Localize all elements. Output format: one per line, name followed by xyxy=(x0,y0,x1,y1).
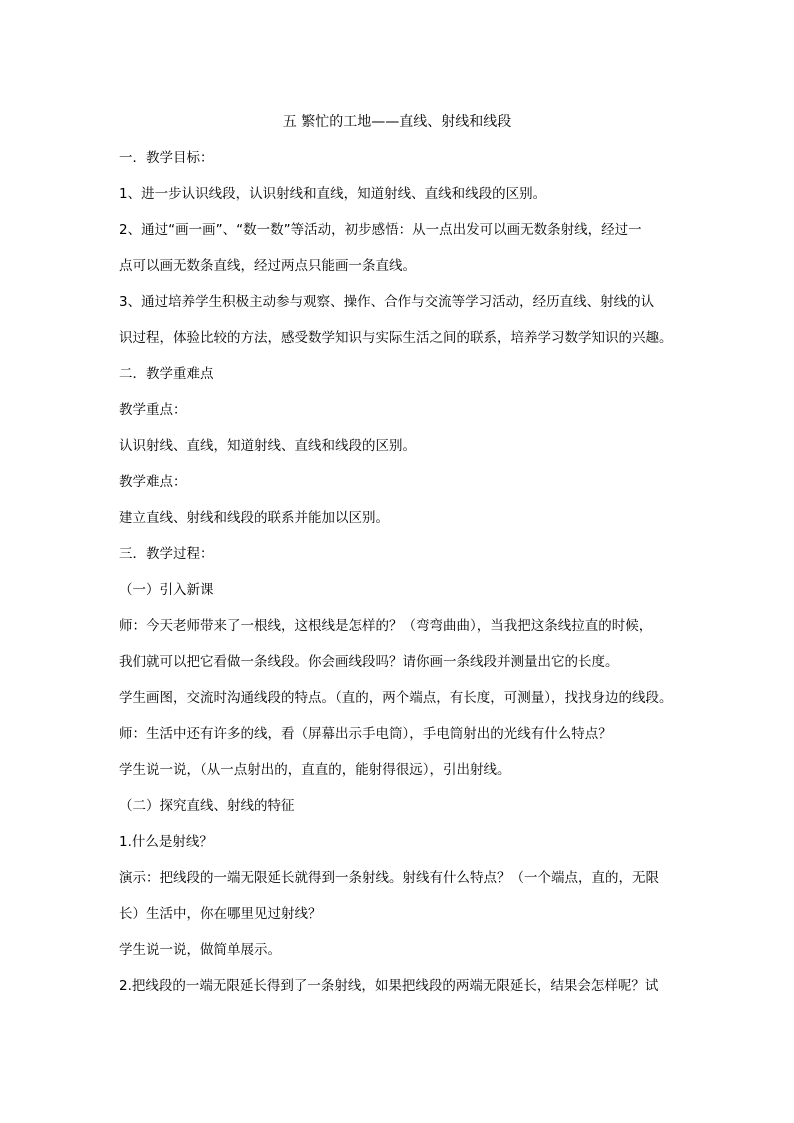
section-heading-key-points: 二．教学重难点 xyxy=(119,366,214,382)
objective-3-line-2: 识过程，体验比较的方法，感受数学知识与实际生活之间的联系，培养学习数学知识的兴趣。 xyxy=(119,330,673,346)
paragraph-line: 师：生活中还有许多的线，看（屏幕出示手电筒），手电筒射出的光线有什么特点？ xyxy=(119,726,612,742)
section-heading-process: 三．教学过程： xyxy=(119,546,214,562)
difficulty-text: 建立直线、射线和线段的联系并能加以区别。 xyxy=(119,510,389,526)
difficulty-label: 教学难点： xyxy=(119,474,187,490)
paragraph-line: 2.把线段的一端无限延长得到了一条射线，如果把线段的两端无限延长，结果会怎样呢？试 xyxy=(119,978,659,994)
subsection-explore: （二）探究直线、射线的特征 xyxy=(119,798,295,814)
subsection-intro: （一）引入新课 xyxy=(119,582,214,598)
key-point-label: 教学重点： xyxy=(119,402,187,418)
question-ray: 1.什么是射线？ xyxy=(119,834,213,850)
paragraph-line: 我们就可以把它看做一条线段。你会画线段吗？请你画一条线段并测量出它的长度。 xyxy=(119,654,619,670)
objective-1: 1、进一步认识线段，认识射线和直线，知道射线、直线和线段的区别。 xyxy=(119,186,547,202)
document-title: 五 繁忙的工地——直线、射线和线段 xyxy=(282,114,512,130)
section-heading-objectives: 一．教学目标： xyxy=(119,150,214,166)
objective-2-line-1: 2、通过“画一画”、“数一数”等活动，初步感悟：从一点出发可以画无数条射线，经过一 xyxy=(119,222,642,238)
key-point-text: 认识射线、直线，知道射线、直线和线段的区别。 xyxy=(119,438,416,454)
paragraph-line: 学生说一说，（从一点射出的，直直的，能射得很远），引出射线。 xyxy=(119,762,511,778)
paragraph-line: 长）生活中，你在哪里见过射线？ xyxy=(119,906,322,922)
paragraph-line: 学生画图，交流时沟通线段的特点。（直的，两个端点，有长度，可测量），找找身边的线段。 xyxy=(119,690,673,706)
paragraph-line: 师：今天老师带来了一根线，这根线是怎样的？（弯弯曲曲），当我把这条线拉直的时候， xyxy=(119,618,653,634)
paragraph-line: 演示：把线段的一端无限延长就得到一条射线。射线有什么特点？（一个端点，直的，无限 xyxy=(119,870,659,886)
paragraph-line: 学生说一说，做简单展示。 xyxy=(119,942,281,958)
objective-2-line-2: 点可以画无数条直线，经过两点只能画一条直线。 xyxy=(119,258,416,274)
objective-3-line-1: 3、通过培养学生积极主动参与观察、操作、合作与交流等学习活动，经历直线、射线的认 xyxy=(119,294,655,310)
